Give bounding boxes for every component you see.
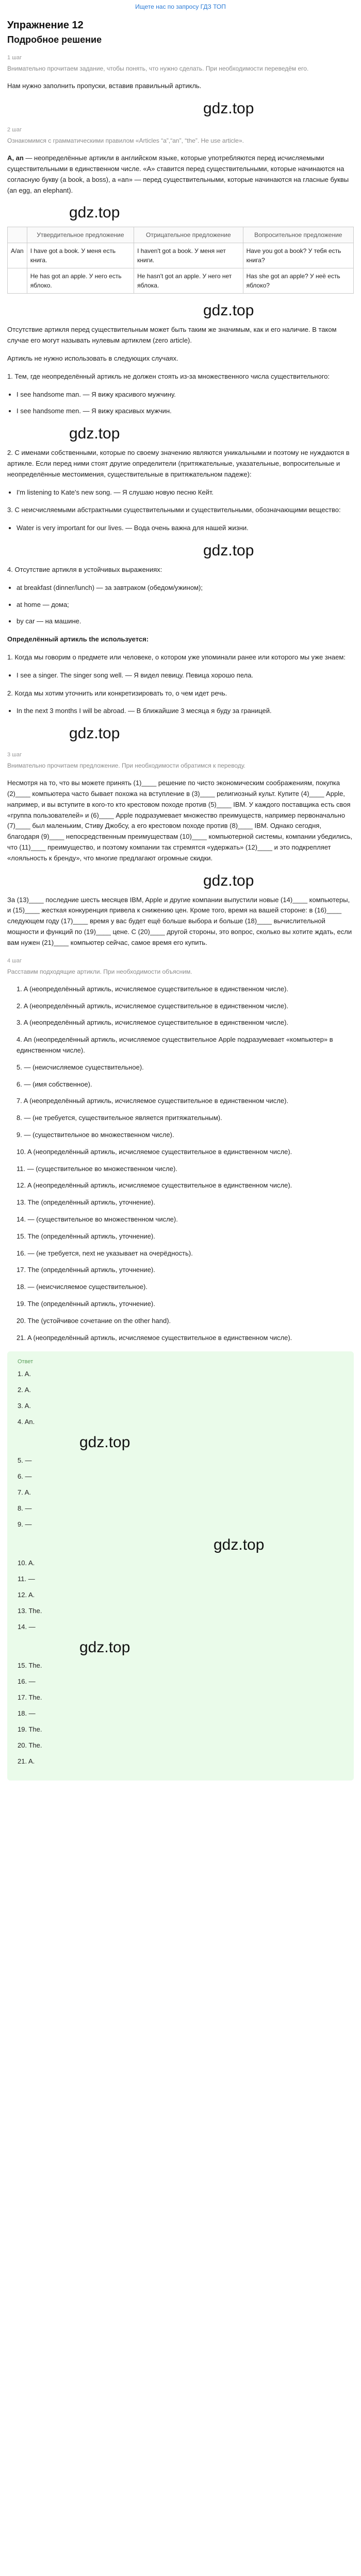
list-item: • I see a singer. The singer song well. — Я видел певицу. Певица хорошо пела. (17, 670, 354, 681)
list-item: 6. — (имя собственное). (17, 1080, 92, 1088)
list-item: 9. — (существительное во множественном числе). (17, 1131, 174, 1139)
paragraph: Артикль не нужно использовать в следующих случаях. (7, 354, 178, 362)
list-item: 8. — (не требуется, существительное является притяжательным). (17, 1114, 222, 1122)
list-item: 15. The (определённый артикль, уточнение). (17, 1232, 155, 1240)
watermark: gdz.top (203, 872, 254, 889)
watermark: gdz.top (79, 1639, 130, 1656)
answer-item: 4. An. (18, 1418, 35, 1426)
list-item: 1. A (неопределённый артикль, исчисляемое существительное в единственном числе). (17, 985, 289, 993)
list-item: • at home — дома; (17, 600, 354, 611)
list-item: 17. The (определённый артикль, уточнение). (17, 1266, 155, 1274)
step-note: Ознакомимся с грамматическими правилом «Articles “a”,“an”, “the”. Не use article». (7, 137, 244, 144)
example-list (17, 583, 354, 627)
table-cell: I have got a book. У меня есть книга. (27, 243, 134, 268)
table-cell: He has got an apple. У него есть яблоко. (27, 268, 134, 294)
list-item: 5. — (неисчисляемое существительное). (17, 1063, 144, 1071)
bold-term: A, an (7, 154, 24, 162)
answer-item: 18. — (18, 1709, 36, 1718)
table-row (8, 268, 354, 294)
answer-item: 15. The. (18, 1662, 42, 1670)
list-item: 2. A (неопределённый артикль, исчисляемое существительное в единственном числе). (17, 1002, 289, 1010)
table-cell: He hasn't got an apple. У него нет яблока. (134, 268, 243, 294)
step-note: Расставим подходящие артикли. При необходимости объясним. (7, 968, 192, 975)
list-item: • I see handsome men. — Я вижу красивых мужчин. (17, 406, 354, 417)
list-item: 4. An (неопределённый артикль, исчисляемое существительное Apple подразумевает «компьютер» в единственном числе). (17, 1036, 333, 1055)
table-header-row (8, 227, 354, 243)
step-note: Внимательно прочитаем предложение. При необходимости обратимся к переводу. (7, 762, 246, 770)
answer-item: 5. — (18, 1456, 32, 1465)
watermark: gdz.top (203, 302, 254, 319)
answer-item: 12. A. (18, 1591, 35, 1599)
solution-list (17, 984, 354, 1344)
answer-item: 13. The. (18, 1607, 42, 1615)
paragraph: 2. С именами собственными, которые по своему значению являются уникальными и поэтому не нуждаются в артикле. Если перед ними стоят другие определители (притяжательные, указательные, вопросительные и неопределённые местоимения, существительные в притяжательном падеже): (7, 449, 350, 478)
table-cell: A/an (8, 243, 27, 268)
articles-table (7, 227, 354, 294)
paragraph (7, 153, 354, 196)
list-item: • Water is very important for our lives. — Вода очень важна для нашей жизни. (17, 523, 354, 534)
step-label: 4 шаг (7, 957, 22, 964)
table-header: Утвердительное предложение (27, 227, 134, 243)
answer-label: Ответ (18, 1359, 34, 1365)
paragraph: 3. С неисчисляемыми абстрактными существительными и существительными, обозначающими вещество: (7, 506, 341, 514)
watermark: gdz.top (69, 725, 120, 742)
list-item: 13. The (определённый артикль, уточнение). (17, 1198, 155, 1207)
answer-item: 8. — (18, 1504, 32, 1513)
paragraph: 1. Когда мы говорим о предмете или человеке, о котором уже упоминали ранее или которого мы уже знаем: (7, 653, 346, 661)
answer-box (7, 1351, 354, 1781)
answer-item: 21. A. (18, 1757, 35, 1766)
list-item: • I'm listening to Kate's new song. — Я слушаю новую песню Кейт. (17, 487, 354, 498)
paragraph: За (13)____ последние шесть месяцев IBM, Apple и другие компании выпустили новые (14)____ компьютеры, и (15)____ жесткая конкуренция привела к снижению цен. Кроме того, время на вашей стороне: в (16)____ следующем году (17)____ время у вас будет ещё больше выбора и больше (18)____ вычислительной мощности и функций по (19)____ цене. С (20)____ другой стороны, это вопрос, сколько вы хотите ждать, если вам нужен (21)____ компьютер сейчас, самое время его купить. (7, 895, 352, 946)
list-item: 18. — (неисчисляемое существительное). (17, 1283, 147, 1291)
table-cell: Has she got an apple? У неё есть яблоко? (243, 268, 353, 294)
table-cell: Have you got a book? У тебя есть книга? (243, 243, 353, 268)
list-item: 11. — (существительное во множественном числе). (17, 1164, 177, 1173)
paragraph: 1. Тем, где неопределённый артикль не должен стоять из-за множественного числа существительного: (7, 372, 330, 380)
answer-item: 7. A. (18, 1488, 31, 1497)
content (0, 20, 361, 1781)
list-item: 21. A (неопределённый артикль, исчисляемое существительное в единственном числе). (17, 1333, 292, 1342)
example-list (17, 670, 354, 681)
answer-item: 9. — (18, 1520, 32, 1529)
watermark: gdz.top (203, 99, 254, 117)
list-item: 3. A (неопределённый артикль, исчисляемое существительное в единственном числе). (17, 1019, 289, 1027)
list-item: • at breakfast (dinner/lunch) — за завтраком (обедом/ужином); (17, 583, 354, 594)
list-item: • In the next 3 months I will be abroad. — В ближайшие 3 месяца я буду за границей. (17, 706, 354, 717)
answer-item: 14. — (18, 1623, 36, 1631)
table-header (8, 227, 27, 243)
example-list (17, 523, 354, 534)
step-label: 1 шаг (7, 55, 22, 61)
paragraph: Определённый артикль the используется: (7, 635, 149, 643)
step-label: 2 шаг (7, 126, 22, 133)
watermark: gdz.top (69, 425, 120, 443)
step-text: Нам нужно заполнить пропуски, вставив правильный артикль. (7, 82, 202, 90)
watermark: gdz.top (69, 204, 120, 222)
example-list (17, 706, 354, 717)
answer-item: 11. — (18, 1575, 35, 1583)
table-row (8, 243, 354, 268)
table-header: Отрицательное предложение (134, 227, 243, 243)
list-item: 10. A (неопределённый артикль, исчисляемое существительное в единственном числе). (17, 1147, 292, 1156)
answer-item: 10. A. (18, 1559, 35, 1567)
answer-item: 17. The. (18, 1693, 42, 1702)
watermark: gdz.top (79, 1434, 130, 1451)
answer-item: 1. A. (18, 1370, 31, 1378)
list-item: 16. — (не требуется, next не указывает на очерёдность). (17, 1249, 193, 1257)
list-item: 14. — (существительное во множественном числе). (17, 1215, 178, 1223)
paragraph: 2. Когда мы хотим уточнить или конкретизировать то, о чем идет речь. (7, 689, 227, 697)
top-banner[interactable]: Ищете нас по запросу ГДЗ ТОП (135, 3, 226, 10)
example-list (17, 389, 354, 417)
paragraph-text: — неопределённые артикли в английском языке, которые употребляются перед исчисляемыми существительными в единственном числе. «A» ставится перед существительными, которые начинаются на согласную букву (a book, a boss), а «an» — перед существительными, которые начинаются на гласные буквы (an egg, an elephant). (7, 154, 349, 194)
paragraph: Отсутствие артикля перед существительным может быть таким же значимым, как и его наличие. В таком случае его могут называть нулевым артиклем (zero article). (7, 326, 337, 345)
answer-item: 16. — (18, 1677, 36, 1686)
paragraph: 4. Отсутствие артикля в устойчивых выражениях: (7, 565, 162, 573)
list-item: 20. The (устойчивое сочетание on the other hand). (17, 1316, 171, 1325)
answer-item: 6. — (18, 1472, 32, 1481)
paragraph: Несмотря на то, что вы можете принять (1)____ решение по чисто экономическим соображениям, покупка (2)____ компьютера часто бывает похожа на вступление в (3)____ религиозный культ. Купите (4)____ Apple, например, и вы вступите в кого-то кто крестовом походе против (5)____ IBM. У каждого поставщика есть своя «группа пользователей» и (6)____ Apple подразумевает множество преимуществ, например первоначально (7)____ был маленьким, Стиву Джобсу, а его крестовом походе против (8)____ IBM. Однако сегодня, благодаря (9)____ непосредственным преимуществам (10)____ компьютерной системы, компании убедились, что (11)____ преимущество, и поэтому компании так стремятся «удержать» (12)____ и это подкрепляет «лояльность к бренду», что многие предлагают огромные скидки. (7, 779, 353, 862)
table-header: Вопросительное предложение (243, 227, 353, 243)
list-item: 19. The (определённый артикль, уточнение). (17, 1299, 155, 1308)
answer-item: 19. The. (18, 1725, 42, 1734)
watermark: gdz.top (203, 541, 254, 559)
answer-item: 20. The. (18, 1741, 42, 1750)
list-item: 12. A (неопределённый артикль, исчисляемое существительное в единственном числе). (17, 1181, 292, 1190)
table-cell: I haven't got a book. У меня нет книги. (134, 243, 243, 268)
list-item: • I see handsome man. — Я вижу красивого мужчину. (17, 389, 354, 400)
list-item: • by car — на машине. (17, 616, 354, 627)
answer-item: 2. A. (18, 1386, 31, 1394)
example-list (17, 487, 354, 498)
page-title: Упражнение 12 (7, 20, 84, 31)
step-label: 3 шаг (7, 752, 22, 758)
step-note: Внимательно прочитаем задание, чтобы понять, что нужно сделать. При необходимости переведём его. (7, 65, 309, 72)
table-cell (8, 268, 27, 294)
watermark: gdz.top (214, 1536, 265, 1554)
page-subtitle: Подробное решение (7, 35, 102, 45)
answer-item: 3. A. (18, 1402, 31, 1410)
list-item: 7. A (неопределённый артикль, исчисляемое существительное в единственном числе). (17, 1097, 289, 1105)
